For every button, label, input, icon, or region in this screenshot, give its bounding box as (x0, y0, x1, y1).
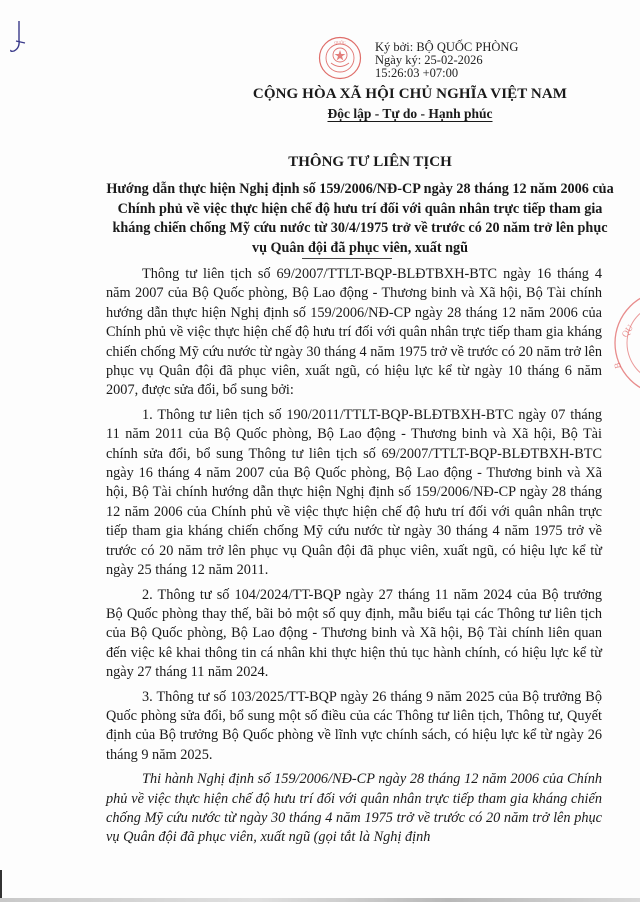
nation-motto: Độc lập - Tự do - Hạnh phúc (327, 106, 493, 121)
svg-text:B: B (612, 361, 623, 370)
sign-date: Ngày ký: 25-02-2026 (375, 53, 483, 67)
ministry-seal-partial-icon (612, 288, 640, 398)
svg-text:QU: QU (619, 322, 636, 340)
body-paragraph-item-1: 1. Thông tư liên tịch số 190/2011/TTLT-BQP-BLĐTBXH-BTC ngày 07 tháng 11 năm 2011 của Bộ Quốc phòng, Bộ Lao động - Thương binh và Xã hội, Bộ Tài chính sửa đổi, bổ sung Thông tư liên tịch số 69/2007/TTLT-BQP-BLĐTBXH-BTC ngày 16 tháng 4 năm 2007 của Bộ Quốc phòng, Bộ Lao động - Thương binh và Xã hội, Bộ Tài chính hướng dẫn thực hiện Nghị định số 159/2006/NĐ-CP ngày 28 tháng 12 năm 2006 của Chính phủ về việc thực hiện chế độ hưu trí đối với quân nhân trực tiếp tham gia kháng chiến chống Mỹ cứu nước từ ngày 30 tháng 4 năm 1975 trở về trước có 20 năm trở lên phục vụ Quân đội đã phục viên, xuất ngũ, có hiệu lực kể từ ngày 25 tháng 12 năm 2011. (106, 406, 602, 579)
page-bottom-edge (0, 898, 640, 902)
document-body (106, 265, 602, 853)
national-emblem-stamp-icon (318, 36, 362, 80)
subject-divider (302, 258, 392, 259)
body-paragraph-intro: Thông tư liên tịch số 69/2007/TTLT-BQP-BLĐTBXH-BTC ngày 16 tháng 4 năm 2007 của Bộ Quốc phòng, Bộ Lao động - Thương binh và Xã hội, Bộ Tài chính hướng dẫn thực hiện Nghị định số 159/2006/NĐ-CP ngày 28 tháng 12 năm 2006 của Chính phủ về việc thực hiện chế độ hưu trí đối với quân nhân trực tiếp tham gia kháng chiến chống Mỹ cứu nước từ ngày 30 tháng 4 năm 1975 trở về trước có 20 năm trở lên phục vụ Quân đội đã phục viên, xuất ngũ, có hiệu lực kể từ ngày 10 tháng 6 năm 2007, được sửa đổi, bổ sung bởi: (106, 266, 602, 399)
body-paragraph-preamble: Thi hành Nghị định số 159/2006/NĐ-CP ngày 28 tháng 12 năm 2006 của Chính phủ về việc thực hiện chế độ hưu trí đối với quân nhân trực tiếp tham gia kháng chiến chống Mỹ cứu nước từ ngày 30 tháng 4 năm 1975 trở về trước có 20 năm trở lên phục vụ Quân đội đã phục viên, xuất ngũ (gọi tắt là Nghị định (106, 771, 602, 846)
handwritten-mark-icon (4, 18, 28, 58)
national-header (0, 86, 640, 122)
document-subject: Hướng dẫn thực hiện Nghị định số 159/2006/NĐ-CP ngày 28 tháng 12 năm 2006 của Chính phủ về việc thực hiện chế độ hưu trí đối với quân nhân trực tiếp tham gia kháng chiến chống Mỹ cứu nước từ 30/4/1975 trở về trước có 20 năm trở lên phục vụ Quân đội đã phục viên, xuất ngũ (106, 181, 614, 256)
digital-signature-block (375, 41, 518, 80)
nation-title: CỘNG HÒA XÃ HỘI CHỦ NGHĨA VIỆT NAM (252, 86, 568, 102)
svg-text:QUỐC: QUỐC (334, 40, 346, 45)
body-paragraph-item-2: 2. Thông tư số 104/2024/TT-BQP ngày 27 tháng 11 năm 2024 của Bộ trưởng Bộ Quốc phòng thay thế, bãi bỏ một số quy định, mẫu biểu tại các Thông tư liên tịch của Bộ Quốc phòng, Bộ Lao động - Thương binh và Xã hội, Bộ Tài chính liên quan đến việc kê khai thông tin cá nhân khi thực hiện thủ tục hành chính, có hiệu lực kể từ ngày 27 tháng 11 năm 2024. (106, 586, 602, 681)
document-type: THÔNG TƯ LIÊN TỊCH (288, 154, 452, 170)
body-paragraph-item-3: 3. Thông tư số 103/2025/TT-BQP ngày 26 tháng 9 năm 2025 của Bộ trưởng Bộ Quốc phòng sửa đổi, bổ sung một số điều của các Thông tư liên tịch, Thông tư, Quyết định của Bộ trưởng Bộ Quốc phòng về lĩnh vực chính sách, có hiệu lực kể từ ngày 26 tháng 9 năm 2025. (106, 688, 602, 763)
signed-by: Ký bởi: BỘ QUỐC PHÒNG (375, 40, 519, 54)
sign-time: 15:26:03 +07:00 (375, 66, 459, 80)
